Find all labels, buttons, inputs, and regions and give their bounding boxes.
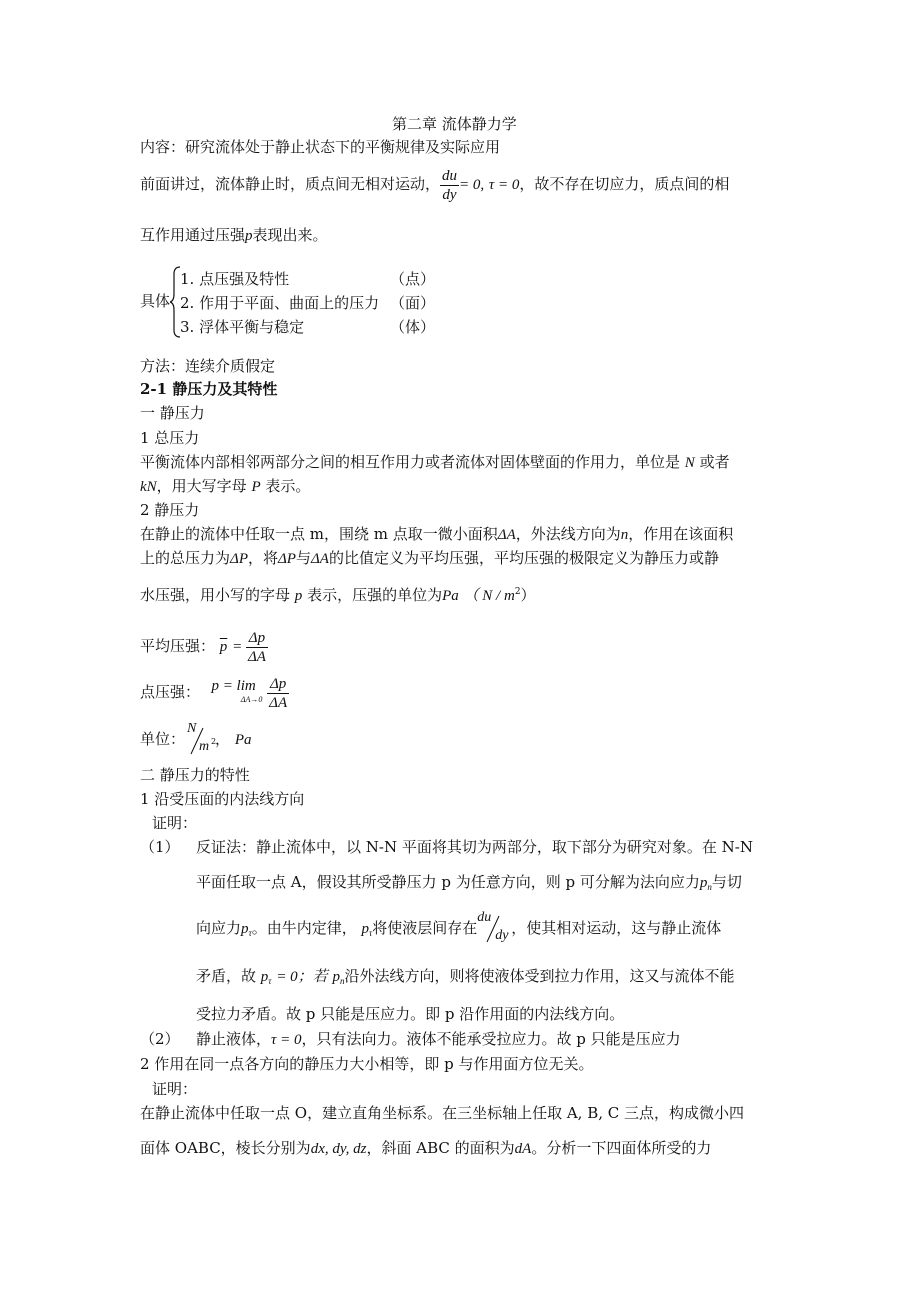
p1-text-3c: 将使液层间存在 — [372, 919, 478, 937]
sub-heading-1-2: 2 静压力 — [140, 501, 200, 519]
p-symbol: p — [245, 228, 253, 244]
proof2-num: （2） — [140, 1030, 180, 1048]
content-line: 内容：研究流体处于静止状态下的平衡规律及实际应用 — [140, 138, 501, 156]
final-line-2 — [140, 1138, 711, 1159]
tf-text-2: 或者 — [699, 453, 730, 471]
proof1-num: （1） — [140, 838, 180, 856]
frac-den: dy — [442, 186, 457, 203]
lim-sub: ΔA→0 — [240, 695, 263, 704]
symbol-dA: dA — [514, 1141, 532, 1157]
specific-item-1: 1. 点压强及特性 — [180, 270, 290, 288]
p1-text-2b: 与切 — [711, 873, 742, 891]
unit-kN: kN — [140, 479, 157, 495]
unit-Pa: Pa — [442, 588, 459, 604]
intro-text-4: 表现出来。 — [252, 226, 328, 244]
unit-m-sup: 2 — [211, 737, 217, 746]
avg-num: Δp — [246, 629, 268, 648]
du-dy-slash — [477, 912, 511, 946]
sp-text-5: ，将 — [247, 549, 278, 567]
delta-A-2: ΔA — [310, 551, 329, 567]
chapter-title: 第二章 流体静力学 — [392, 115, 517, 133]
avg-label: 平均压强： — [140, 637, 216, 655]
p1-text-3a: 向应力 — [196, 919, 242, 937]
proof1-line-4 — [196, 966, 734, 991]
unit-comma: ， — [215, 730, 231, 748]
section-2-1-heading: 2-1 静压力及其特性 — [140, 380, 278, 398]
static-pressure-line-2 — [140, 548, 719, 569]
p1-text-3d: ，使其相对运动，这与静止流体 — [511, 919, 722, 937]
p2-text-a: 静止液体， — [196, 1030, 272, 1048]
unit-end: ） — [520, 586, 536, 604]
p2-text-b: ，只有法向力。液体不能承受拉应力。故 p 只能是压应力 — [301, 1030, 681, 1048]
sub-heading-1: 一 静压力 — [140, 404, 205, 422]
tf-text-4: 表示。 — [265, 477, 311, 495]
proof1-line-3 — [196, 908, 721, 953]
tau-eq: τ = 0 — [488, 177, 520, 193]
tau-zero: τ = 0 — [271, 1032, 302, 1048]
sp-text-8: 水压强，用小写的字母 — [140, 586, 291, 604]
du-num: du — [477, 910, 492, 925]
total-force-line-2 — [140, 476, 310, 497]
specific-tag-3: （体） — [390, 318, 436, 336]
intro-text-3: 互作用通过压强 — [140, 226, 246, 244]
point-label: 点压强： — [140, 683, 201, 701]
specifics-label: 具体 — [140, 292, 171, 310]
sp-text-4: 上的总压力为 — [140, 549, 231, 567]
dy-den: dy — [495, 928, 509, 943]
pt-sub-2: τ — [369, 928, 373, 938]
specific-tag-2: （面） — [390, 294, 436, 312]
static-pressure-line-1 — [140, 524, 733, 545]
intro-text-1: 前面讲过，流体静止时，质点间无相对运动， — [140, 175, 441, 193]
unit-m-den: m — [199, 739, 210, 754]
avg-pressure-line: 平均压强： $\overline{p}$ = $\frac{\Delta p}{\Delta A}$ — [140, 629, 266, 665]
frac-num: du — [442, 167, 458, 184]
final-text-b: ，斜面 ABC 的面积为 — [366, 1139, 515, 1157]
point-num: Δp — [267, 675, 289, 694]
sp-text-3: ，作用在该面积 — [628, 525, 734, 543]
intro-line-1 — [140, 164, 729, 205]
specific-item-3: 3. 浮体平衡与稳定 — [180, 318, 305, 336]
final-text-c: 。分析一下四面体所受的力 — [531, 1139, 712, 1157]
intro-text-2: ，故不存在切应力，质点间的相 — [519, 175, 730, 193]
total-force-line-1 — [140, 452, 730, 473]
static-pressure-line-3 — [140, 582, 536, 606]
avg-lhs: $\overline{p}$ — [219, 639, 228, 655]
proof1-line-1: 反证法：静止流体中，以 N-N 平面将其切为两部分，取下部分为研究对象。在 N-N — [196, 838, 753, 856]
delta-A: ΔA — [497, 527, 516, 543]
sub-heading-2: 二 静压力的特性 — [140, 766, 250, 784]
point-den: ΔA — [269, 694, 288, 711]
proof-label-1: 证明： — [152, 814, 198, 832]
du-dy-fraction — [440, 167, 459, 204]
pn-sub: n — [707, 882, 712, 892]
final-text-a: 面体 OABC，棱长分别为 — [140, 1139, 311, 1157]
pn-symbol: p — [699, 875, 708, 891]
p1-text-2a: 平面任取一点 A，假设其所受静压力 p 为任意方向，则 p 可分解为法向应力 — [196, 873, 700, 891]
symbol-P: P — [251, 479, 261, 495]
avg-den: ΔA — [247, 648, 266, 665]
point-pressure-line — [140, 672, 289, 712]
symbol-p: p — [294, 588, 303, 604]
eq-zero: = 0, — [459, 177, 485, 193]
unit-sup: 2 — [514, 587, 521, 597]
proof1-line-5: 受拉力矛盾。故 p 只能是压应力。即 p 沿作用面的内法线方向。 — [196, 1005, 625, 1023]
lim-text: p = lim — [211, 678, 256, 694]
proof1-line-2 — [196, 872, 742, 897]
pt-symbol: p — [241, 921, 249, 937]
delta-P: ΔP — [230, 551, 248, 567]
p1-text-4b: = 0；若 — [276, 969, 328, 985]
lim-block — [205, 679, 263, 707]
proof2-line — [196, 1029, 681, 1050]
unit-nm2: （ N / m — [463, 588, 515, 604]
pt-sub: τ — [248, 928, 252, 938]
sp-text-1: 在静止的流体中任取一点 m，围绕 m 点取一微小面积 — [140, 525, 498, 543]
delta-P-2: ΔP — [278, 551, 296, 567]
tf-text-1: 平衡流体内部相邻两部分之间的相互作用力或者流体对固体壁面的作用力，单位是 — [140, 453, 681, 471]
symbol-n: n — [620, 527, 629, 543]
unit-n-num: N — [187, 721, 197, 736]
sp-text-2: ，外法线方向为 — [515, 525, 621, 543]
property-2: 2 作用在同一点各方向的静压力大小相等，即 p 与作用面方位无关。 — [140, 1055, 594, 1073]
pn-sub-2: n — [339, 976, 345, 986]
point-fraction — [267, 675, 289, 712]
n-per-m2 — [185, 723, 215, 757]
pt-sub-3: τ — [268, 976, 272, 986]
p1-text-3b: 。由牛内定律， — [251, 919, 357, 937]
dxdydz: dx, dy, dz — [310, 1141, 367, 1157]
unit-line — [140, 722, 251, 757]
unit-N: N — [684, 455, 695, 471]
specific-item-2: 2. 作用于平面、曲面上的压力 — [180, 294, 380, 312]
p1-text-4a: 矛盾，故 — [196, 967, 257, 985]
final-line-1: 在静止流体中任取一点 O，建立直角坐标系。在三坐标轴上任取 A, B, C 三点，构成微小四 — [140, 1104, 745, 1122]
unit-label: 单位： — [140, 730, 186, 748]
intro-line-2 — [140, 225, 328, 246]
sp-text-9: 表示，压强的单位为 — [307, 586, 443, 604]
unit-line-Pa: Pa — [234, 732, 252, 748]
specific-tag-1: （点） — [390, 270, 436, 288]
method-line: 方法：连续介质假定 — [140, 357, 276, 375]
pt-symbol-2: p — [361, 921, 370, 937]
property-1: 1 沿受压面的内法线方向 — [140, 790, 305, 808]
avg-fraction — [246, 629, 268, 666]
pt-symbol-3: p — [260, 969, 269, 985]
tf-text-3: ，用大写字母 — [156, 477, 247, 495]
proof-label-2: 证明： — [152, 1080, 198, 1098]
p1-text-4c: 沿外法线方向，则将使液体受到拉力作用，这又与流体不能 — [344, 967, 735, 985]
sp-text-6: 与 — [295, 549, 311, 567]
sp-text-7: 的比值定义为平均压强，平均压强的极限定义为静压力或静 — [328, 549, 719, 567]
pn-symbol-2: p — [332, 969, 340, 985]
sub-heading-1-1: 1 总压力 — [140, 429, 200, 447]
